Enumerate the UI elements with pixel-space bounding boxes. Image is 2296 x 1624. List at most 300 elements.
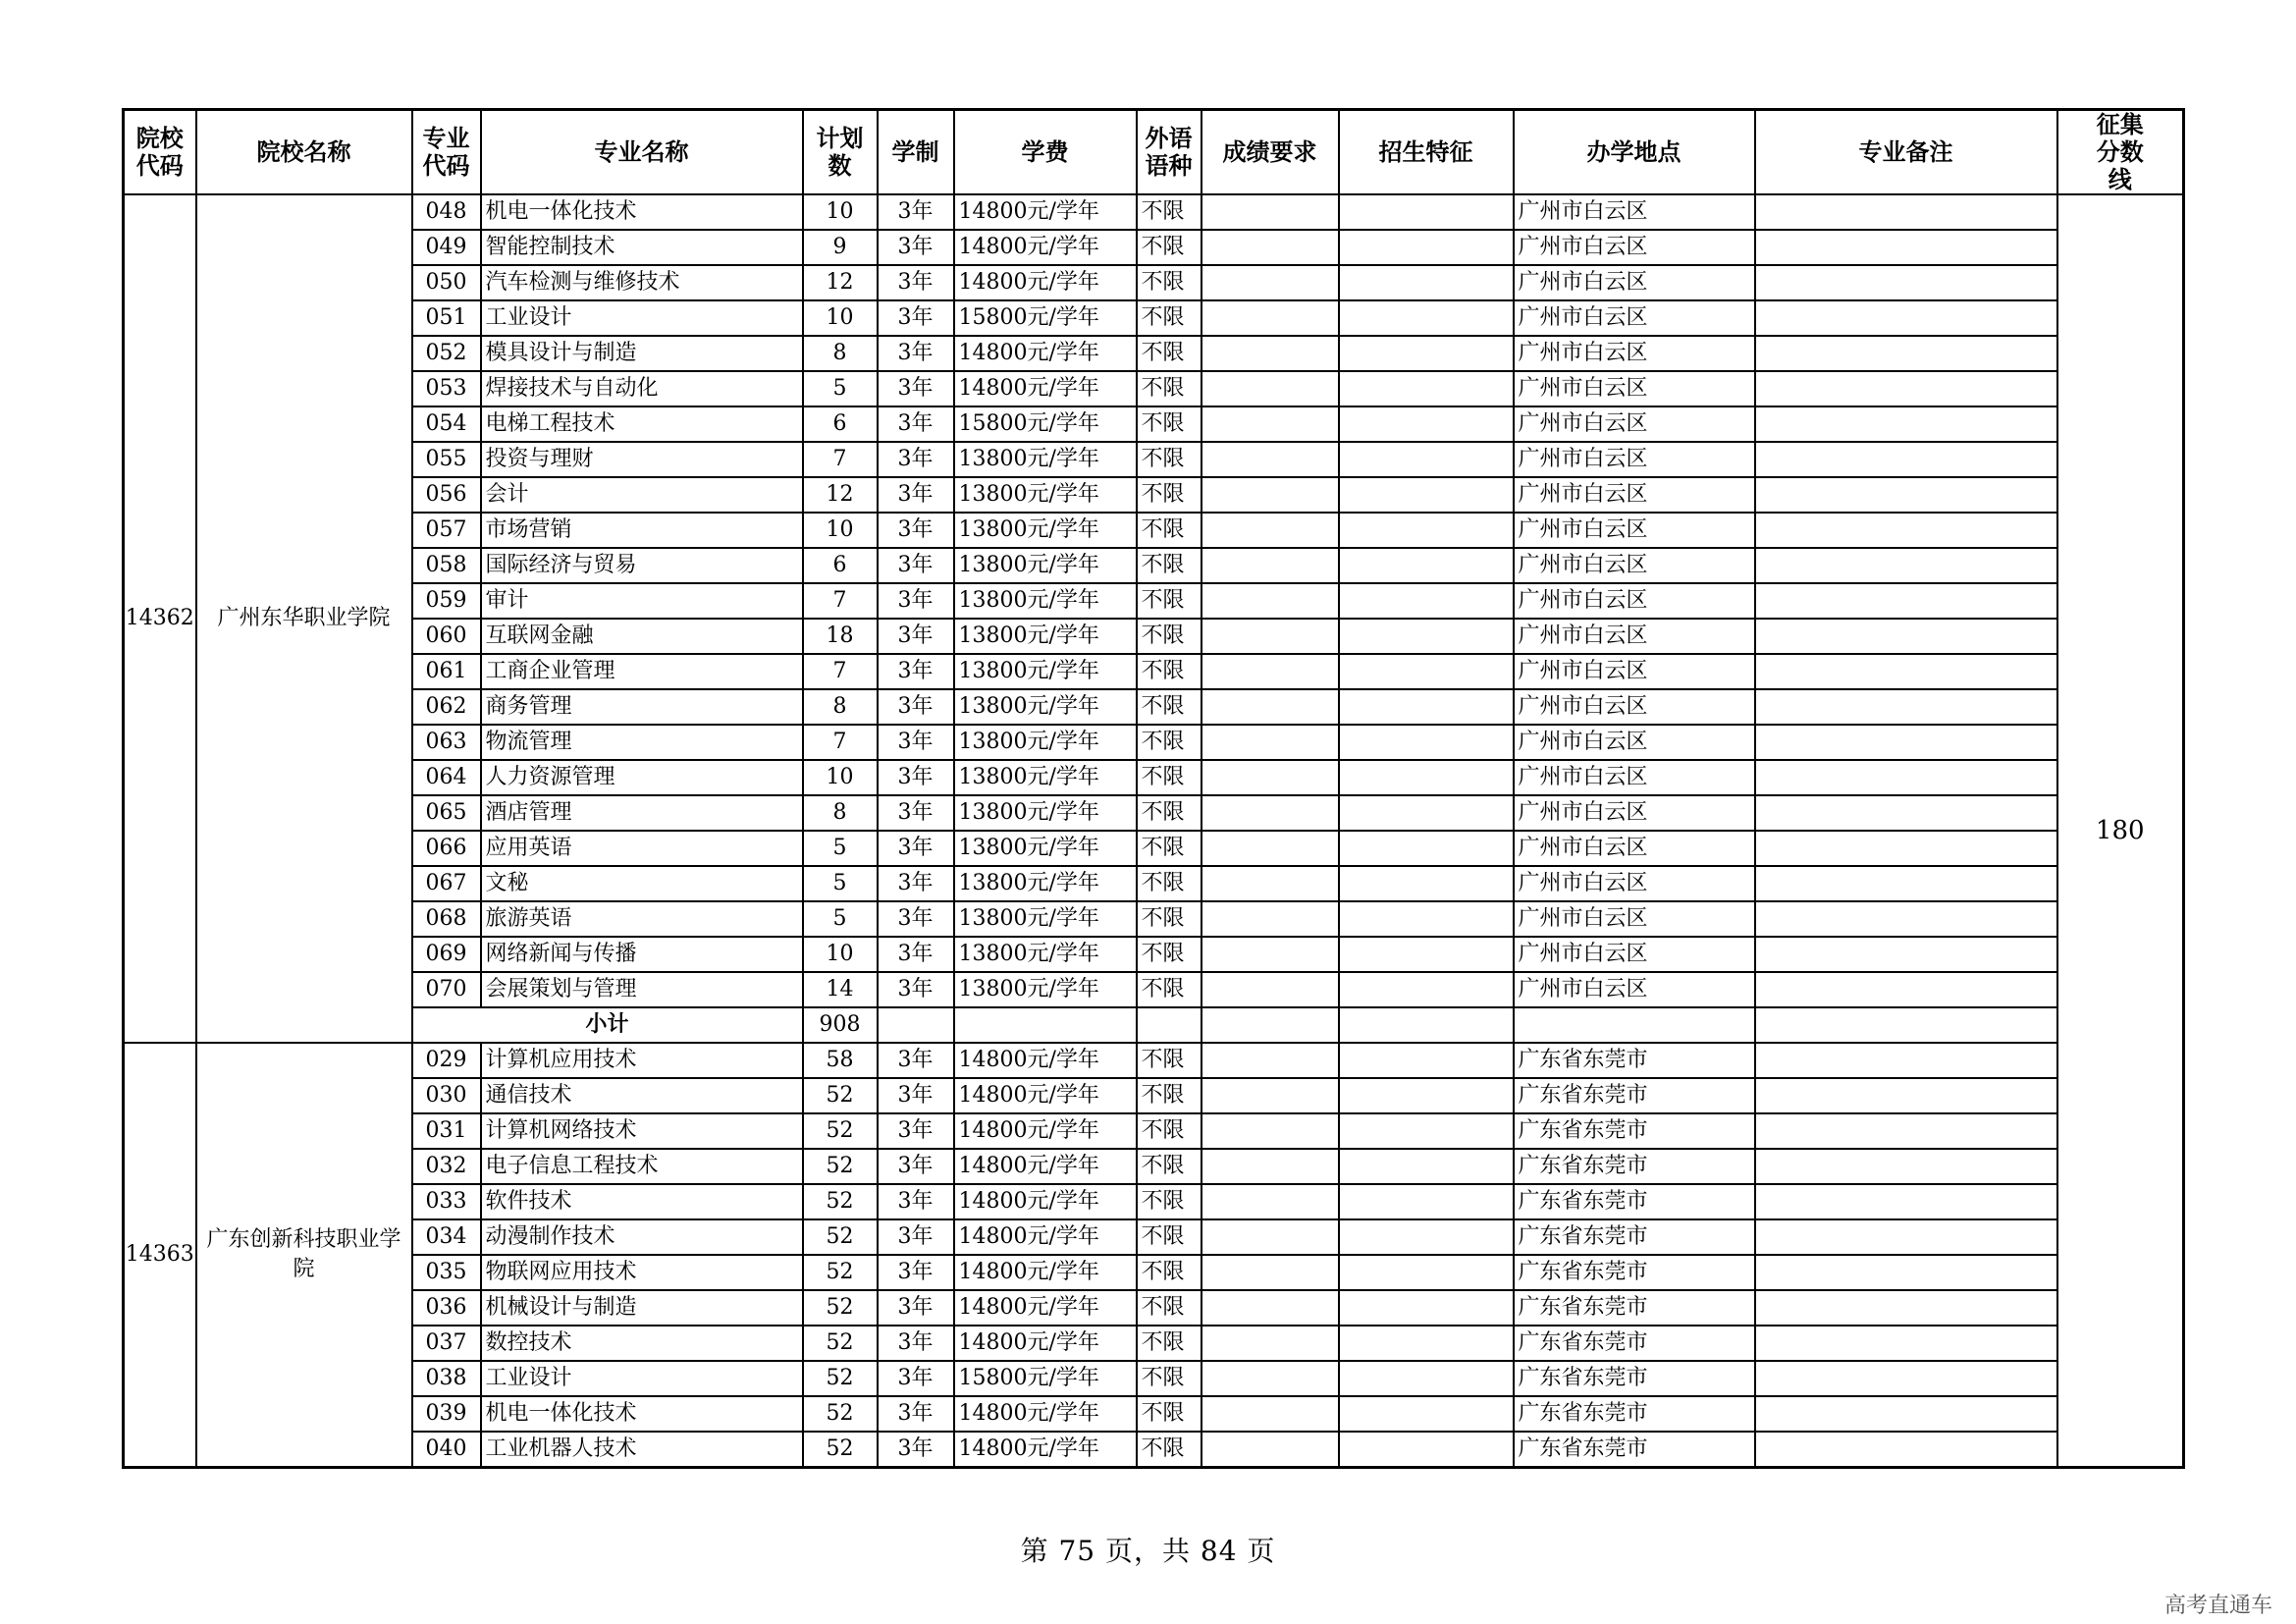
tuition-cell: 13800元/学年	[954, 583, 1137, 619]
header-tuition: 学费	[954, 110, 1137, 195]
header-location: 办学地点	[1514, 110, 1755, 195]
location-cell: 广州市白云区	[1514, 901, 1755, 937]
tuition-cell: 13800元/学年	[954, 901, 1137, 937]
major-code-cell: 030	[412, 1078, 481, 1113]
location-cell: 广州市白云区	[1514, 513, 1755, 548]
major-code-cell: 069	[412, 937, 481, 972]
major-code-cell: 032	[412, 1149, 481, 1184]
major-name-cell: 计算机应用技术	[481, 1043, 803, 1078]
features-cell	[1339, 901, 1514, 937]
notes-cell	[1755, 1219, 2057, 1255]
language-cell: 不限	[1137, 1113, 1201, 1149]
major-name-cell: 会计	[481, 477, 803, 513]
major-name-cell: 软件技术	[481, 1184, 803, 1219]
duration-cell: 3年	[878, 760, 954, 795]
location-cell: 广州市白云区	[1514, 831, 1755, 866]
notes-cell	[1755, 1078, 2057, 1113]
language-cell: 不限	[1137, 1290, 1201, 1326]
language-cell: 不限	[1137, 583, 1201, 619]
score-req-cell	[1201, 937, 1339, 972]
school-code-cell: 14362	[124, 194, 196, 1043]
features-cell	[1339, 972, 1514, 1007]
table-row	[124, 1361, 2184, 1396]
major-name-cell: 会展策划与管理	[481, 972, 803, 1007]
score-req-cell	[1201, 371, 1339, 406]
major-code-cell: 065	[412, 795, 481, 831]
score-req-cell	[1201, 619, 1339, 654]
language-cell: 不限	[1137, 442, 1201, 477]
notes-cell	[1755, 760, 2057, 795]
location-cell: 广东省东莞市	[1514, 1184, 1755, 1219]
tuition-cell: 14800元/学年	[954, 1184, 1137, 1219]
notes-cell	[1755, 406, 2057, 442]
duration-cell: 3年	[878, 1043, 954, 1078]
notes-cell	[1755, 513, 2057, 548]
plan-count-cell: 9	[803, 230, 878, 265]
header-school-name: 院校名称	[196, 110, 412, 195]
features-cell	[1339, 230, 1514, 265]
tuition-cell: 15800元/学年	[954, 300, 1137, 336]
major-code-cell: 050	[412, 265, 481, 300]
location-cell: 广东省东莞市	[1514, 1043, 1755, 1078]
plan-count-cell: 52	[803, 1396, 878, 1432]
language-cell: 不限	[1137, 831, 1201, 866]
table-row	[124, 689, 2184, 725]
score-req-cell	[1201, 1326, 1339, 1361]
major-name-cell: 机械设计与制造	[481, 1290, 803, 1326]
plan-count-cell: 5	[803, 866, 878, 901]
language-cell: 不限	[1137, 265, 1201, 300]
major-name-cell: 市场营销	[481, 513, 803, 548]
duration-cell: 3年	[878, 1361, 954, 1396]
notes-cell	[1755, 654, 2057, 689]
subtotal-empty-tuition	[954, 1007, 1137, 1043]
major-code-cell: 058	[412, 548, 481, 583]
language-cell: 不限	[1137, 866, 1201, 901]
features-cell	[1339, 937, 1514, 972]
features-cell	[1339, 1043, 1514, 1078]
table-row	[124, 972, 2184, 1007]
subtotal-empty-score-req	[1201, 1007, 1339, 1043]
plan-count-cell: 7	[803, 725, 878, 760]
major-code-cell: 039	[412, 1396, 481, 1432]
major-code-cell: 035	[412, 1255, 481, 1290]
duration-cell: 3年	[878, 689, 954, 725]
tuition-cell: 14800元/学年	[954, 1113, 1137, 1149]
features-cell	[1339, 583, 1514, 619]
duration-cell: 3年	[878, 371, 954, 406]
features-cell	[1339, 866, 1514, 901]
score-req-cell	[1201, 866, 1339, 901]
score-req-cell	[1201, 336, 1339, 371]
table-row	[124, 1149, 2184, 1184]
duration-cell: 3年	[878, 901, 954, 937]
plan-count-cell: 10	[803, 513, 878, 548]
duration-cell: 3年	[878, 513, 954, 548]
major-code-cell: 038	[412, 1361, 481, 1396]
plan-count-cell: 6	[803, 406, 878, 442]
duration-cell: 3年	[878, 477, 954, 513]
major-code-cell: 059	[412, 583, 481, 619]
score-req-cell	[1201, 1043, 1339, 1078]
header-major-name: 专业名称	[481, 110, 803, 195]
header-school-code: 院校代码	[124, 110, 196, 195]
plan-count-cell: 8	[803, 336, 878, 371]
score-req-cell	[1201, 1396, 1339, 1432]
major-name-cell: 酒店管理	[481, 795, 803, 831]
table-row	[124, 371, 2184, 406]
table-row	[124, 1043, 2184, 1078]
major-code-cell: 037	[412, 1326, 481, 1361]
features-cell	[1339, 831, 1514, 866]
location-cell: 广州市白云区	[1514, 866, 1755, 901]
notes-cell	[1755, 831, 2057, 866]
major-code-cell: 052	[412, 336, 481, 371]
plan-count-cell: 52	[803, 1078, 878, 1113]
major-code-cell: 040	[412, 1432, 481, 1468]
notes-cell	[1755, 1396, 2057, 1432]
major-code-cell: 061	[412, 654, 481, 689]
tuition-cell: 13800元/学年	[954, 760, 1137, 795]
location-cell: 广州市白云区	[1514, 300, 1755, 336]
location-cell: 广东省东莞市	[1514, 1113, 1755, 1149]
duration-cell: 3年	[878, 937, 954, 972]
major-code-cell: 068	[412, 901, 481, 937]
location-cell: 广州市白云区	[1514, 795, 1755, 831]
features-cell	[1339, 194, 1514, 230]
notes-cell	[1755, 689, 2057, 725]
table-row	[124, 654, 2184, 689]
notes-cell	[1755, 972, 2057, 1007]
major-name-cell: 数控技术	[481, 1326, 803, 1361]
major-code-cell: 057	[412, 513, 481, 548]
language-cell: 不限	[1137, 619, 1201, 654]
score-req-cell	[1201, 795, 1339, 831]
major-code-cell: 056	[412, 477, 481, 513]
tuition-cell: 13800元/学年	[954, 513, 1137, 548]
notes-cell	[1755, 1361, 2057, 1396]
tuition-cell: 15800元/学年	[954, 1361, 1137, 1396]
score-req-cell	[1201, 725, 1339, 760]
tuition-cell: 13800元/学年	[954, 831, 1137, 866]
major-code-cell: 051	[412, 300, 481, 336]
header-plan-count: 计划数	[803, 110, 878, 195]
table-row	[124, 583, 2184, 619]
features-cell	[1339, 619, 1514, 654]
major-name-cell: 汽车检测与维修技术	[481, 265, 803, 300]
major-name-cell: 工业机器人技术	[481, 1432, 803, 1468]
notes-cell	[1755, 1184, 2057, 1219]
duration-cell: 3年	[878, 972, 954, 1007]
location-cell: 广州市白云区	[1514, 654, 1755, 689]
table-row	[124, 265, 2184, 300]
notes-cell	[1755, 1043, 2057, 1078]
features-cell	[1339, 725, 1514, 760]
location-cell: 广州市白云区	[1514, 194, 1755, 230]
language-cell: 不限	[1137, 336, 1201, 371]
duration-cell: 3年	[878, 300, 954, 336]
duration-cell: 3年	[878, 583, 954, 619]
tuition-cell: 13800元/学年	[954, 548, 1137, 583]
score-req-cell	[1201, 406, 1339, 442]
language-cell: 不限	[1137, 795, 1201, 831]
major-code-cell: 048	[412, 194, 481, 230]
tuition-cell: 14800元/学年	[954, 1255, 1137, 1290]
header-major-code: 专业代码	[412, 110, 481, 195]
language-cell: 不限	[1137, 1149, 1201, 1184]
school-code-cell: 14363	[124, 1043, 196, 1468]
table-row	[124, 548, 2184, 583]
language-cell: 不限	[1137, 1043, 1201, 1078]
features-cell	[1339, 1219, 1514, 1255]
features-cell	[1339, 760, 1514, 795]
score-req-cell	[1201, 760, 1339, 795]
duration-cell: 3年	[878, 795, 954, 831]
location-cell: 广州市白云区	[1514, 477, 1755, 513]
language-cell: 不限	[1137, 1326, 1201, 1361]
language-cell: 不限	[1137, 937, 1201, 972]
header-notes: 专业备注	[1755, 110, 2057, 195]
duration-cell: 3年	[878, 1396, 954, 1432]
notes-cell	[1755, 866, 2057, 901]
duration-cell: 3年	[878, 442, 954, 477]
duration-cell: 3年	[878, 1432, 954, 1468]
features-cell	[1339, 265, 1514, 300]
notes-cell	[1755, 230, 2057, 265]
duration-cell: 3年	[878, 619, 954, 654]
major-code-cell: 031	[412, 1113, 481, 1149]
language-cell: 不限	[1137, 901, 1201, 937]
plan-count-cell: 5	[803, 831, 878, 866]
duration-cell: 3年	[878, 725, 954, 760]
location-cell: 广东省东莞市	[1514, 1149, 1755, 1184]
table-row	[124, 619, 2184, 654]
major-code-cell: 029	[412, 1043, 481, 1078]
tuition-cell: 14800元/学年	[954, 1043, 1137, 1078]
duration-cell: 3年	[878, 1149, 954, 1184]
language-cell: 不限	[1137, 1432, 1201, 1468]
page-footer: 第 75 页，共 84 页	[1020, 1535, 1276, 1567]
language-cell: 不限	[1137, 548, 1201, 583]
subtotal-empty-features	[1339, 1007, 1514, 1043]
plan-count-cell: 8	[803, 689, 878, 725]
major-name-cell: 投资与理财	[481, 442, 803, 477]
features-cell	[1339, 795, 1514, 831]
header-duration: 学制	[878, 110, 954, 195]
major-code-cell: 033	[412, 1184, 481, 1219]
table-row	[124, 406, 2184, 442]
features-cell	[1339, 689, 1514, 725]
notes-cell	[1755, 194, 2057, 230]
notes-cell	[1755, 725, 2057, 760]
plan-count-cell: 8	[803, 795, 878, 831]
score-req-cell	[1201, 689, 1339, 725]
major-name-cell: 商务管理	[481, 689, 803, 725]
header-language: 外语语种	[1137, 110, 1201, 195]
features-cell	[1339, 442, 1514, 477]
major-name-cell: 模具设计与制造	[481, 336, 803, 371]
major-name-cell: 文秘	[481, 866, 803, 901]
notes-cell	[1755, 937, 2057, 972]
plan-count-cell: 10	[803, 937, 878, 972]
table-row	[124, 336, 2184, 371]
plan-count-cell: 52	[803, 1149, 878, 1184]
plan-count-cell: 52	[803, 1432, 878, 1468]
duration-cell: 3年	[878, 1255, 954, 1290]
score-req-cell	[1201, 300, 1339, 336]
features-cell	[1339, 548, 1514, 583]
subtotal-empty-notes	[1755, 1007, 2057, 1043]
table-row	[124, 300, 2184, 336]
table-row	[124, 1113, 2184, 1149]
major-name-cell: 动漫制作技术	[481, 1219, 803, 1255]
plan-count-cell: 52	[803, 1290, 878, 1326]
duration-cell: 3年	[878, 336, 954, 371]
duration-cell: 3年	[878, 1184, 954, 1219]
language-cell: 不限	[1137, 194, 1201, 230]
table-row	[124, 866, 2184, 901]
notes-cell	[1755, 1113, 2057, 1149]
tuition-cell: 13800元/学年	[954, 937, 1137, 972]
location-cell: 广州市白云区	[1514, 937, 1755, 972]
score-req-cell	[1201, 901, 1339, 937]
notes-cell	[1755, 265, 2057, 300]
header-cutoff: 征集分数线	[2057, 110, 2184, 195]
duration-cell: 3年	[878, 1219, 954, 1255]
location-cell: 广州市白云区	[1514, 371, 1755, 406]
language-cell: 不限	[1137, 972, 1201, 1007]
language-cell: 不限	[1137, 760, 1201, 795]
language-cell: 不限	[1137, 1078, 1201, 1113]
score-req-cell	[1201, 831, 1339, 866]
plan-count-cell: 12	[803, 477, 878, 513]
language-cell: 不限	[1137, 725, 1201, 760]
major-code-cell: 066	[412, 831, 481, 866]
major-name-cell: 物联网应用技术	[481, 1255, 803, 1290]
major-name-cell: 互联网金融	[481, 619, 803, 654]
plan-count-cell: 7	[803, 442, 878, 477]
notes-cell	[1755, 371, 2057, 406]
tuition-cell: 14800元/学年	[954, 1219, 1137, 1255]
tuition-cell: 14800元/学年	[954, 1149, 1137, 1184]
duration-cell: 3年	[878, 1326, 954, 1361]
plan-count-cell: 7	[803, 583, 878, 619]
language-cell: 不限	[1137, 1361, 1201, 1396]
score-req-cell	[1201, 1432, 1339, 1468]
major-name-cell: 工业设计	[481, 300, 803, 336]
score-req-cell	[1201, 1078, 1339, 1113]
duration-cell: 3年	[878, 866, 954, 901]
location-cell: 广东省东莞市	[1514, 1361, 1755, 1396]
location-cell: 广东省东莞市	[1514, 1290, 1755, 1326]
location-cell: 广州市白云区	[1514, 619, 1755, 654]
plan-count-cell: 52	[803, 1326, 878, 1361]
language-cell: 不限	[1137, 689, 1201, 725]
plan-count-cell: 18	[803, 619, 878, 654]
plan-count-cell: 58	[803, 1043, 878, 1078]
table-row	[124, 831, 2184, 866]
table-body	[124, 194, 2184, 1468]
major-name-cell: 应用英语	[481, 831, 803, 866]
features-cell	[1339, 336, 1514, 371]
plan-count-cell: 52	[803, 1113, 878, 1149]
score-req-cell	[1201, 265, 1339, 300]
location-cell: 广州市白云区	[1514, 583, 1755, 619]
plan-count-cell: 6	[803, 548, 878, 583]
score-req-cell	[1201, 1219, 1339, 1255]
location-cell: 广州市白云区	[1514, 230, 1755, 265]
features-cell	[1339, 1326, 1514, 1361]
admissions-table	[122, 108, 2185, 1469]
score-req-cell	[1201, 230, 1339, 265]
major-name-cell: 焊接技术与自动化	[481, 371, 803, 406]
tuition-cell: 14800元/学年	[954, 1290, 1137, 1326]
location-cell: 广东省东莞市	[1514, 1078, 1755, 1113]
plan-count-cell: 52	[803, 1184, 878, 1219]
score-req-cell	[1201, 513, 1339, 548]
table-row	[124, 477, 2184, 513]
location-cell: 广州市白云区	[1514, 972, 1755, 1007]
table-row	[124, 795, 2184, 831]
subtotal-value: 908	[803, 1007, 878, 1043]
language-cell: 不限	[1137, 1219, 1201, 1255]
location-cell: 广州市白云区	[1514, 406, 1755, 442]
tuition-cell: 13800元/学年	[954, 725, 1137, 760]
header-row	[124, 110, 2184, 195]
major-code-cell: 067	[412, 866, 481, 901]
header-score-req: 成绩要求	[1201, 110, 1339, 195]
plan-count-cell: 52	[803, 1255, 878, 1290]
major-name-cell: 国际经济与贸易	[481, 548, 803, 583]
plan-count-cell: 7	[803, 654, 878, 689]
school-name-cell: 广东创新科技职业学院	[196, 1043, 412, 1468]
tuition-cell: 14800元/学年	[954, 1326, 1137, 1361]
notes-cell	[1755, 300, 2057, 336]
location-cell: 广东省东莞市	[1514, 1326, 1755, 1361]
notes-cell	[1755, 336, 2057, 371]
table-row	[124, 760, 2184, 795]
features-cell	[1339, 1113, 1514, 1149]
duration-cell: 3年	[878, 406, 954, 442]
location-cell: 广州市白云区	[1514, 725, 1755, 760]
major-name-cell: 工商企业管理	[481, 654, 803, 689]
notes-cell	[1755, 795, 2057, 831]
tuition-cell: 13800元/学年	[954, 654, 1137, 689]
table-row	[124, 1184, 2184, 1219]
score-req-cell	[1201, 583, 1339, 619]
score-req-cell	[1201, 477, 1339, 513]
tuition-cell: 13800元/学年	[954, 689, 1137, 725]
tuition-cell: 14800元/学年	[954, 265, 1137, 300]
location-cell: 广州市白云区	[1514, 689, 1755, 725]
major-code-cell: 070	[412, 972, 481, 1007]
major-code-cell: 055	[412, 442, 481, 477]
tuition-cell: 14800元/学年	[954, 371, 1137, 406]
major-name-cell: 人力资源管理	[481, 760, 803, 795]
notes-cell	[1755, 1149, 2057, 1184]
duration-cell: 3年	[878, 265, 954, 300]
major-name-cell: 智能控制技术	[481, 230, 803, 265]
notes-cell	[1755, 901, 2057, 937]
notes-cell	[1755, 1432, 2057, 1468]
notes-cell	[1755, 1255, 2057, 1290]
language-cell: 不限	[1137, 1396, 1201, 1432]
table-row	[124, 1219, 2184, 1255]
major-name-cell: 物流管理	[481, 725, 803, 760]
tuition-cell: 13800元/学年	[954, 477, 1137, 513]
language-cell: 不限	[1137, 1184, 1201, 1219]
tuition-cell: 14800元/学年	[954, 336, 1137, 371]
